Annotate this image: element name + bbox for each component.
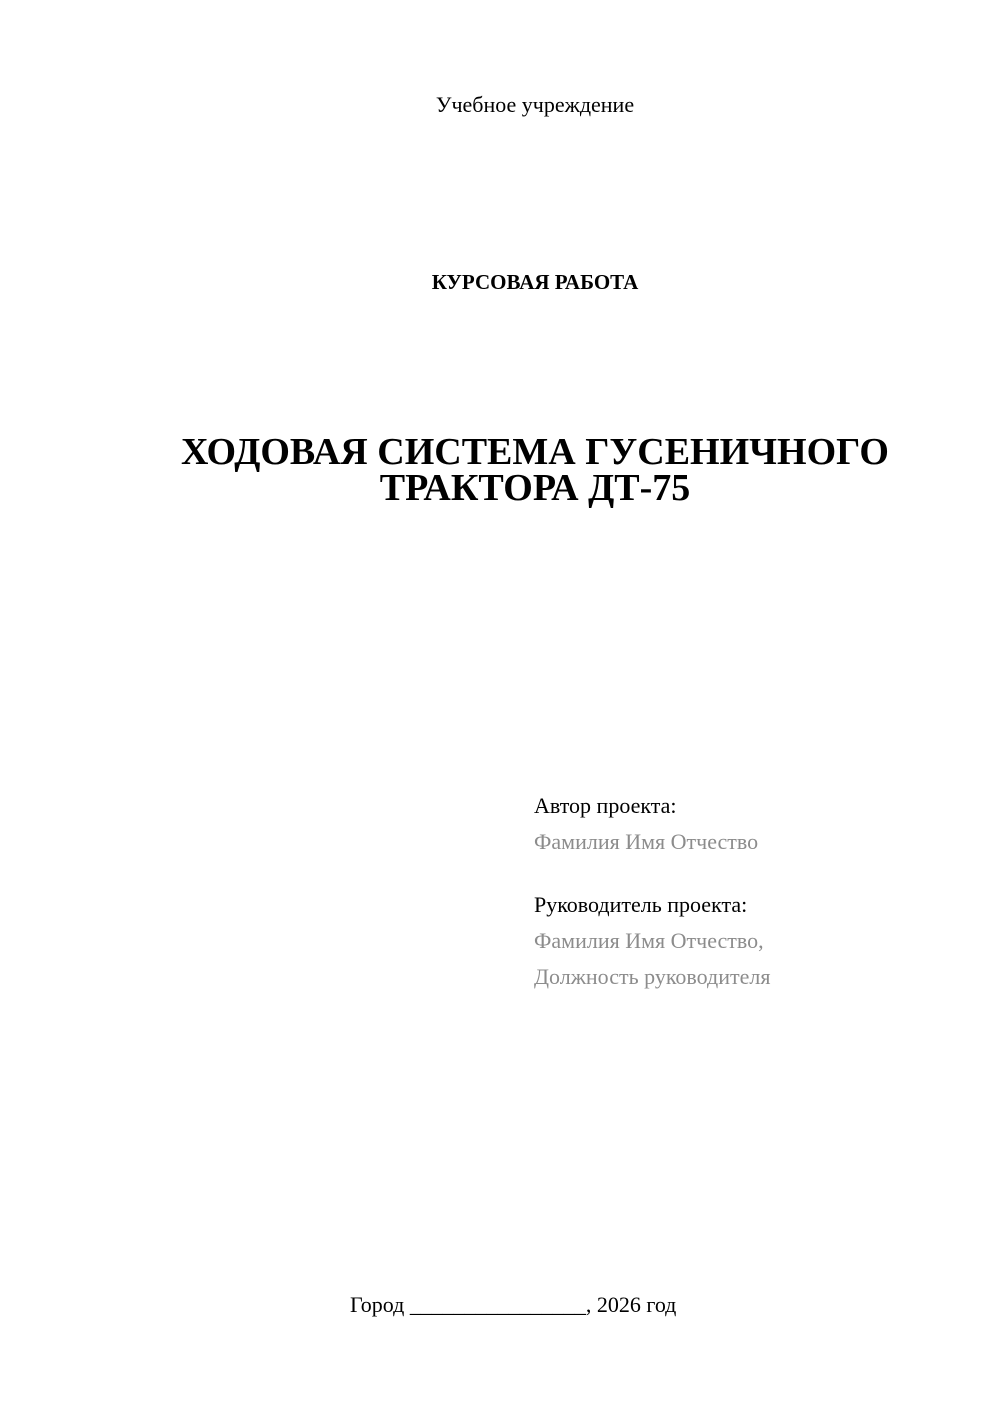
city-year-line: Город ________________, 2026 год [350,1292,677,1317]
credits-block [534,788,974,995]
author-name: Фамилия Имя Отчество [534,829,759,854]
institution-name: Учебное учреждение [435,92,635,117]
work-type-heading: КУРСОВАЯ РАБОТА [431,270,639,294]
supervisor-label: Руководитель проекта: [534,892,748,917]
credits-spacer [534,860,974,887]
document-title-line-1: ХОДОВАЯ СИСТЕМА ГУСЕНИЧНОГО [181,431,889,473]
author-label: Автор проекта: [534,793,677,818]
document-title-line-2: ТРАКТОРА ДТ-75 [379,467,691,509]
supervisor-name: Фамилия Имя Отчество, [534,928,764,953]
document-title [70,431,1000,509]
supervisor-position: Должность руководителя [534,964,771,989]
